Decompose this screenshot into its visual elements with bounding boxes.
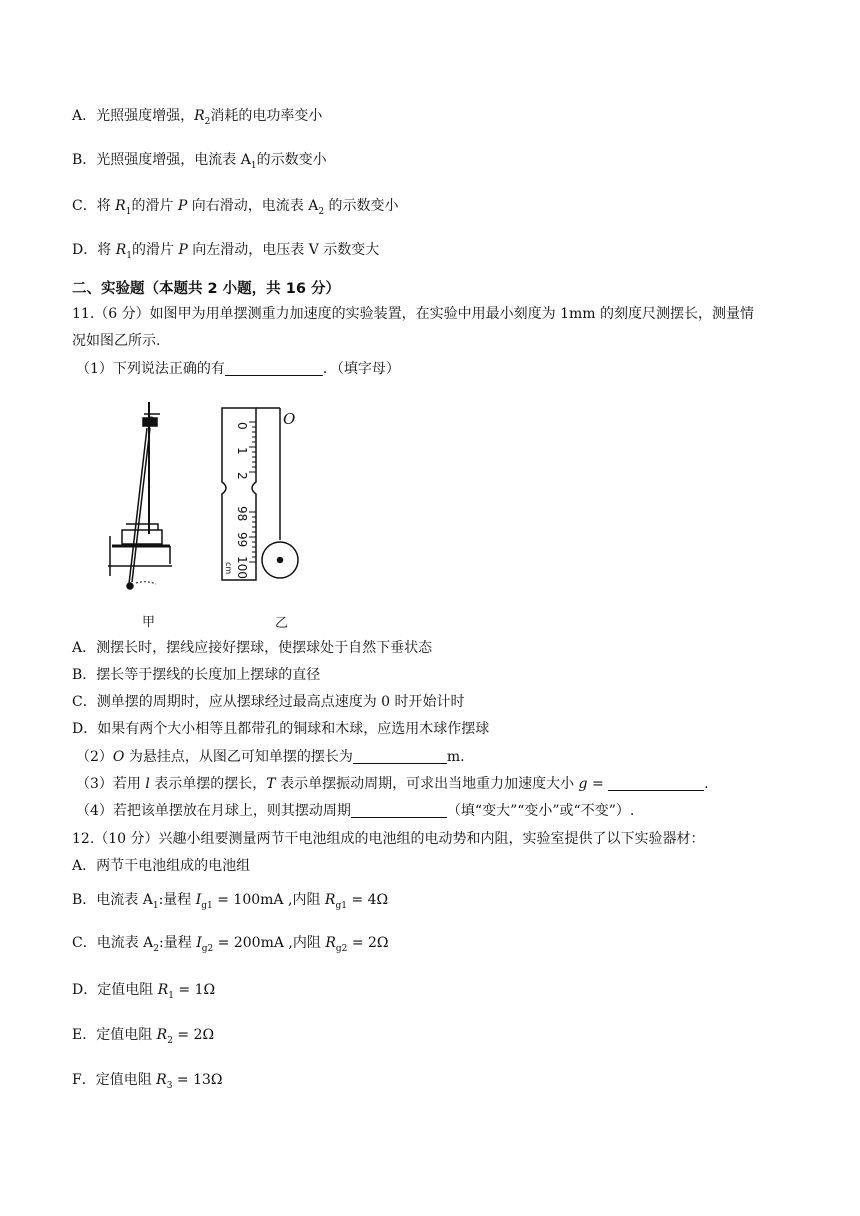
question-text: ．（填字母） xyxy=(322,361,400,377)
option-text: 的滑片 xyxy=(131,242,179,258)
question-text: （4）若把该单摆放在月球上，则其摆动周期 xyxy=(76,803,351,819)
variable-l: l xyxy=(145,776,150,792)
option-text: B．光照强度增强，电流表 A xyxy=(72,152,251,168)
value-text: = 1Ω xyxy=(173,982,216,998)
q11-part4 xyxy=(76,801,634,821)
option-text: 的滑片 xyxy=(131,198,178,214)
q11-option-b: B．摆长等于摆线的长度加上摆球的直径 xyxy=(72,667,321,683)
q11-intro-line2: 况如图乙所示. xyxy=(72,333,161,349)
option-text: ,内阻 xyxy=(283,935,326,951)
ruler-mark: 99 xyxy=(235,532,249,548)
option-text: :量程 xyxy=(158,892,196,908)
option-text: ,内阻 xyxy=(283,892,325,908)
figure-label-yi: 乙 xyxy=(275,616,289,631)
ruler-unit: cm xyxy=(224,562,233,575)
variable-r: R xyxy=(194,108,205,124)
variable-p: P xyxy=(178,242,188,258)
option-text: C．将 xyxy=(72,198,116,214)
subscript: 3 xyxy=(166,1081,173,1091)
figure-yi-ruler xyxy=(218,400,310,588)
option-text: 向右滑动，电流表 A xyxy=(187,198,319,214)
q10-option-d xyxy=(72,240,379,266)
ruler-mark: 1 xyxy=(235,447,249,455)
value-text: = 2Ω xyxy=(172,1027,215,1043)
q11-part3 xyxy=(76,774,709,794)
variable-r: R xyxy=(115,242,127,258)
subscript: 2 xyxy=(318,207,325,217)
variable-t: T xyxy=(266,776,276,792)
answer-blank xyxy=(225,361,323,376)
variable-i: I xyxy=(195,892,202,908)
q12-option-b xyxy=(72,890,388,916)
option-text: C．电流表 A xyxy=(72,935,154,951)
subscript: g1 xyxy=(335,901,347,911)
q11-part2 xyxy=(76,747,465,767)
q10-option-a xyxy=(72,106,322,132)
subscript: g1 xyxy=(201,901,213,911)
subscript: 1 xyxy=(126,251,132,261)
q12-option-a: A．两节干电池组成的电池组 xyxy=(72,858,251,874)
option-text: B．电流表 A xyxy=(72,892,153,908)
q12-option-f xyxy=(72,1070,223,1096)
subscript: g2 xyxy=(335,944,348,954)
point-o-label-yi: O xyxy=(283,410,296,428)
variable-r: R xyxy=(324,892,336,908)
value-text: = 2Ω xyxy=(347,935,389,951)
variable-r: R xyxy=(157,982,169,998)
option-text: 的示数变小 xyxy=(256,152,327,168)
question-text: 表示单摆的摆长， xyxy=(149,776,267,792)
variable-r: R xyxy=(156,1027,168,1043)
ruler-mark: 2 xyxy=(235,472,249,480)
option-text: D．将 xyxy=(72,242,116,258)
question-text: （填“变大”“变小”或“不变”）. xyxy=(446,803,635,819)
value-text: = 4Ω xyxy=(346,892,389,908)
subscript: 1 xyxy=(168,991,174,1001)
option-text: :量程 xyxy=(159,935,197,951)
subscript: 2 xyxy=(167,1036,173,1046)
q11-intro-line1: 11.（6 分）如图甲为用单摆测重力加速度的实验装置，在实验中用最小刻度为 1mm 的刻度尺测摆长，测量情 xyxy=(72,306,754,322)
variable-o: O xyxy=(112,749,125,765)
option-text: D．定值电阻 xyxy=(72,982,158,998)
subscript: 2 xyxy=(153,944,160,954)
variable-g: g xyxy=(578,776,588,792)
option-text: 消耗的电功率变小 xyxy=(210,108,323,124)
figure-label-jia: 甲 xyxy=(142,615,156,630)
q11-option-a: A．测摆长时，摆线应接好摆球，使摆球处于自然下垂状态 xyxy=(72,640,433,656)
q11-part1 xyxy=(76,359,400,379)
ruler-mark: 0 xyxy=(235,422,249,430)
q10-option-c xyxy=(72,196,399,222)
subscript: 2 xyxy=(204,117,211,127)
subscript: 1 xyxy=(250,161,257,171)
variable-r: R xyxy=(115,198,126,214)
answer-blank xyxy=(351,803,447,818)
variable-r: R xyxy=(325,935,336,951)
option-text: 的示数变小 xyxy=(324,198,399,214)
answer-blank xyxy=(353,749,447,764)
question-text: 表示单摆振动周期，可求出当地重力加速度大小 xyxy=(275,776,579,792)
ruler-mark: 98 xyxy=(235,506,249,522)
q11-option-d: D．如果有两个大小相等且都带孔的铜球和木球，应选用木球作摆球 xyxy=(72,721,490,737)
value-text: = 13Ω xyxy=(172,1072,223,1088)
q12-intro: 12.（10 分）兴趣小组要测量两节干电池组成的电池组的电动势和内阻，实验室提供了以下实验器材： xyxy=(72,831,705,847)
variable-p: P xyxy=(177,198,188,214)
question-text: （3）若用 xyxy=(76,776,146,792)
q11-option-c: C．测单摆的周期时，应从摆球经过最高点速度为 0 时开始计时 xyxy=(72,694,465,710)
equals-sign: = xyxy=(587,776,609,792)
subscript: g2 xyxy=(201,944,214,954)
point-o-label-jia: O xyxy=(144,415,156,431)
value-text: = 200mA xyxy=(213,935,284,951)
answer-blank xyxy=(608,776,704,791)
question-text: m. xyxy=(446,749,465,765)
subscript: 1 xyxy=(152,901,159,911)
q10-option-b xyxy=(72,150,327,176)
variable-i: I xyxy=(196,935,202,951)
question-text: 为悬挂点，从图乙可知单摆的摆长为 xyxy=(124,749,353,765)
option-text: A．光照强度增强， xyxy=(72,108,195,124)
q12-option-c xyxy=(72,933,389,959)
section-2-heading: 二、实验题（本题共 2 小题，共 16 分） xyxy=(72,281,340,297)
question-text: （1）下列说法正确的有 xyxy=(76,361,225,377)
q12-option-e xyxy=(72,1025,214,1051)
q12-option-d xyxy=(72,980,215,1006)
variable-r: R xyxy=(156,1072,167,1088)
ruler-ticks xyxy=(249,422,256,562)
question-text: . xyxy=(704,776,709,792)
value-text: = 100mA xyxy=(212,892,284,908)
question-text: （2） xyxy=(76,749,113,765)
option-text: F．定值电阻 xyxy=(72,1072,157,1088)
subscript: 1 xyxy=(125,207,132,217)
option-text: E．定值电阻 xyxy=(72,1027,157,1043)
option-text: 向左滑动，电压表 V 示数变大 xyxy=(187,242,380,258)
ruler-mark: 100 xyxy=(235,556,249,579)
figure-jia-apparatus xyxy=(100,396,180,592)
